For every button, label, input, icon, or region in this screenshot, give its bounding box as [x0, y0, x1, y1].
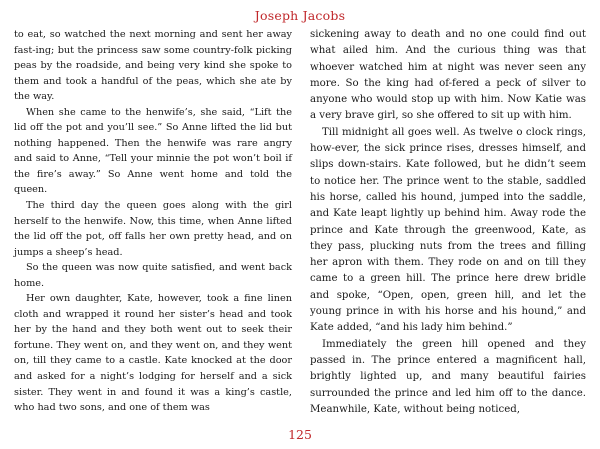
paragraph: sickening away to death and no one could find out what ailed him. And the curious thing was that whoever watched him at night was never seen any more. So the king had of-fered a peck of silver to anyone who would stop up with him. Now Katie was a very brave girl, so she offered to sit up with him.: [310, 29, 586, 122]
paragraph: So the queen was now quite satisfied, and went back home.: [14, 262, 292, 289]
paragraph: Her own daughter, Kate, however, took a fine linen cloth and wrapped it round her sister’s head and took her by the hand and they both went out to seek their fortune. They went on, and they went on, and they went on, till they came to a castle. Kate knocked at the door and asked for a night’s lodging for herself and a sick sister. They went in and found it was a king’s castle, who had two sons, and one of them was: [14, 293, 292, 414]
paragraph: The third day the queen goes along with the girl herself to the henwife. Now, this time, when Anne lifted the lid off the pot, off falls her own pretty head, and on jumps a sheep’s head.: [14, 200, 292, 258]
paragraph: When she came to the henwife’s, she said, “Lift the lid off the pot and you’ll see.” So Anne lifted the lid but nothing happened. Then the henwife was rare angry and said to Anne, “Tell your minnie the pot won’t boil if the fire’s away.” So Anne went home and told the queen.: [14, 106, 292, 196]
paragraph: to eat, so watched the next morning and sent her away fast-ing; but the princess saw some country-folk picking peas by the roadside, and being very kind she spoke to them and took a handful of the peas, which she ate by the way.: [14, 29, 292, 103]
page-number: 125: [288, 427, 312, 442]
paragraph: Immediately the green hill opened and they passed in. The prince entered a magnificent hall, brightly lighted up, and many beautiful fairies surrounded the prince and led him off to the dance. Meanwhile, Kate, without being noticed,: [310, 338, 586, 415]
left-column: [14, 27, 292, 416]
right-column: [310, 27, 586, 418]
running-head: Joseph Jacobs: [254, 8, 346, 23]
paragraph: Till midnight all goes well. As twelve o clock rings, how-ever, the sick prince rises, dresses himself, and slips down-stairs. Kate followed, but he didn’t seem to notice her. The prince went to the stable, saddled his horse, called his hound, jumped into the saddle, and Kate leapt lightly up behind him. Away rode the prince and Kate through the greenwood, Kate, as they pass, plucking nuts from the trees and filling her apron with them. They rode on and on till they came to a green hill. The prince here drew bridle and spoke, “Open, open, green hill, and let the young prince in with his horse and his hound,” and Kate added, “and his lady him behind.”: [310, 126, 586, 334]
